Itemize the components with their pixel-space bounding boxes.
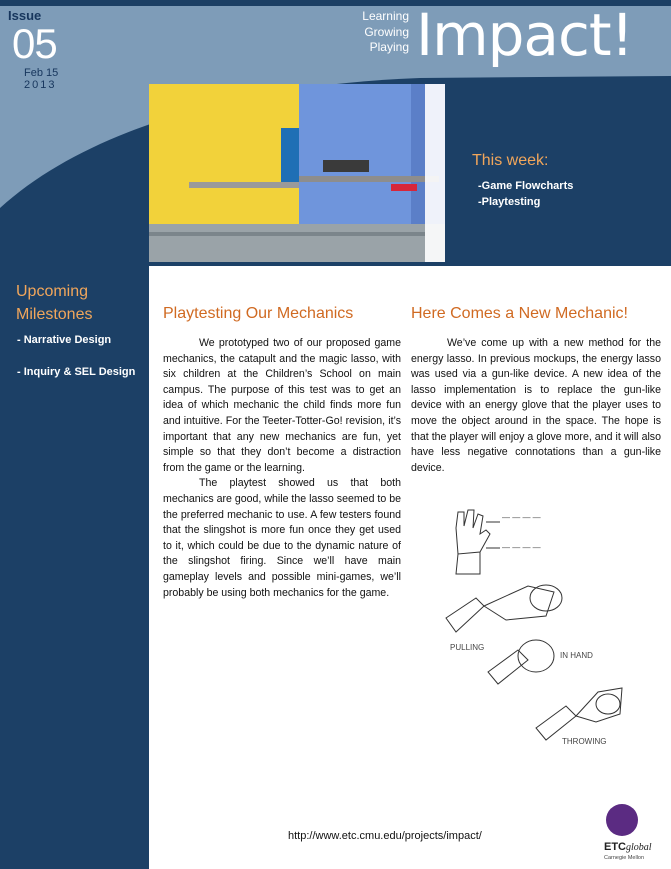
tagline-learning: Learning xyxy=(362,9,409,23)
game-screenshot xyxy=(149,84,445,262)
tagline-growing: Growing xyxy=(364,24,409,39)
this-week-item: -Game Flowcharts xyxy=(478,180,574,192)
article-title: Playtesting Our Mechanics xyxy=(163,305,354,322)
logo-etc: ETC xyxy=(604,841,626,853)
sidebar xyxy=(0,266,149,869)
sketch-label-pulling: PULLING xyxy=(450,643,485,652)
tagline xyxy=(362,9,409,56)
logo-university: Carnegie Mellon xyxy=(604,855,645,861)
this-week-title: This week: xyxy=(472,152,549,169)
article-body xyxy=(163,336,401,601)
milestone-item: - Narrative Design xyxy=(17,334,112,346)
glove-sketch-drawing xyxy=(436,508,632,764)
brand-title: Impact! xyxy=(416,1,633,69)
logo-global: global xyxy=(626,842,652,853)
sketch-label-in-hand: IN HAND xyxy=(560,651,593,660)
issue-date: Feb 15 xyxy=(24,67,59,79)
sketch-note: — — — — xyxy=(502,513,541,522)
issue-block xyxy=(8,8,78,91)
article-paragraph: The playtest showed us that both mechanics are good, while the lasso seemed to be the preferred mechanic to use. A few testers found that the slingshot is more fun once they get used to it, which could be due to the dynamic nature of the slingshot firing. Since we’ll have main gameplay levels and possible mini-games, we’ll probably be using both mechanics for the game. xyxy=(163,477,401,599)
article-title: Here Comes a New Mechanic! xyxy=(411,305,628,322)
project-url[interactable]: http://www.etc.cmu.edu/projects/impact/ xyxy=(288,830,482,842)
sketch-label-throwing: THROWING xyxy=(562,737,607,746)
sketch-note: — — — — xyxy=(502,543,541,552)
this-week-item: -Playtesting xyxy=(478,196,541,208)
article-body xyxy=(411,336,661,476)
etc-global-logo xyxy=(602,802,658,862)
article-paragraph: We prototyped two of our proposed game mechanics, the catapult and the magic lasso, with six children at the Children’s School on main campus. The purpose of this test was to get an idea of which mechanic the child finds more fun and intuitive. For the Teeter-Totter-Go! revision, it’s important that any new mechanics are fun, yet simple so that they don’t become a distraction from the game or the learning. xyxy=(163,337,401,474)
issue-number: 05 xyxy=(12,20,57,67)
issue-year: 2013 xyxy=(24,79,57,91)
glove-sketch xyxy=(436,508,632,764)
milestone-item: - Inquiry & SEL Design xyxy=(17,366,136,378)
milestones-title: Upcoming Milestones xyxy=(16,283,93,323)
this-week-list xyxy=(478,178,573,210)
tagline-playing: Playing xyxy=(369,40,409,54)
article-paragraph: We’ve come up with a new method for the energy lasso. In previous mockups, the energy lasso was used via a gun-like device. A new idea of the lasso implementation is to replace the gun-like device with an energy glove that the player uses to move the object around in the space. The hope is that the player will enjoy a glove more, and it will also have less negative connotations than a gun-like device. xyxy=(411,337,661,474)
issue-label: Issue xyxy=(8,8,42,23)
